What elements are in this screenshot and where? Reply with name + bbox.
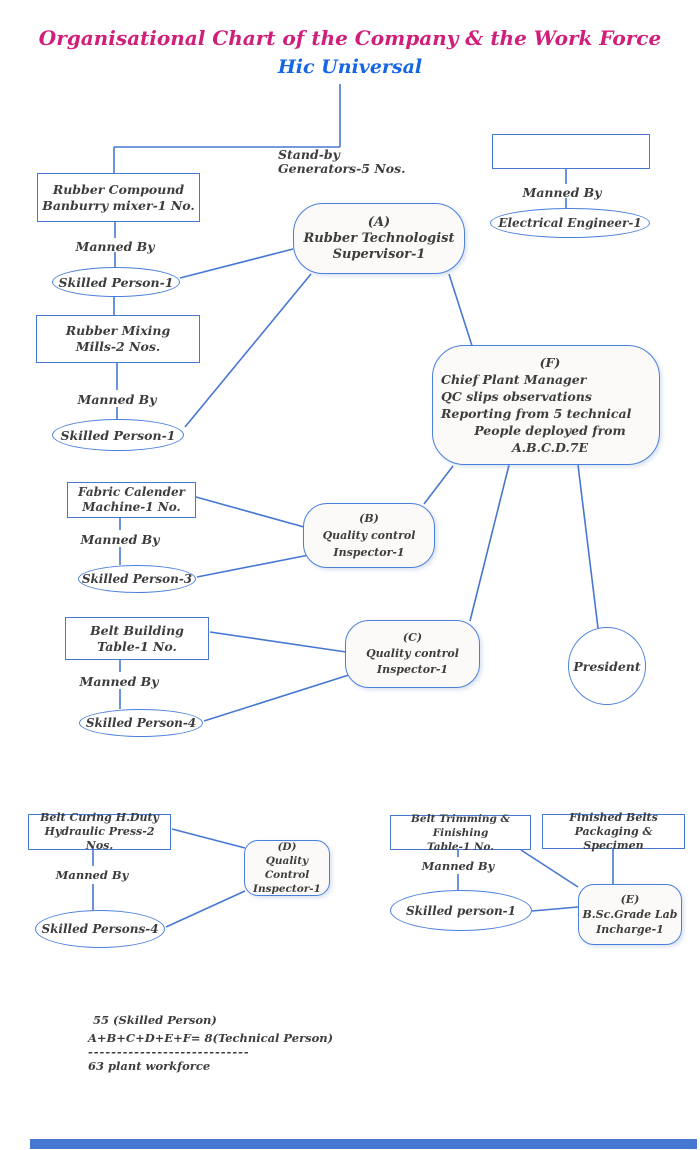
node-c-quality-control: (C) Quality control Inspector-1 [345,620,480,688]
workforce-summary: 55 (Skilled Person) A+B+C+D+E+F= 8(Technical Person) ---------------------------- 63 plant workforce [88,1013,334,1073]
node-a-rubber-technologist: (A) Rubber Technologist Supervisor-1 [293,203,465,274]
manned-by-label: Manned By [80,532,160,547]
summary-divider: ---------------------------- [88,1045,250,1059]
rubber-compound-box: Rubber Compound Banburry mixer-1 No. [37,173,200,222]
skilled-person-3-ellipse: Skilled Person-3 [78,565,196,593]
belt-curing-box: Belt Curing H.Duty Hydraulic Press-2 Nos. [28,814,171,850]
skilled-person-4-ellipse: Skilled Person-4 [79,709,203,737]
node-f-chief-plant-manager: (F) Chief Plant Manager QC slips observations Reporting from 5 technical People deployed from A.B.C.D.7E [432,345,660,465]
finished-belts-box: Finished Belts Packaging & Specimen [542,814,685,849]
manned-by-label: Manned By [77,392,157,407]
belt-trimming-box: Belt Trimming & Finishing Table-1 No. [390,815,531,850]
node-b-quality-control: (B) Quality control Inspector-1 [303,503,435,568]
manned-by-label: Manned By [79,674,159,689]
skilled-person-1-ellipse: Skilled Person-1 [52,267,180,297]
manned-by-label: Manned By [55,868,129,882]
skilled-persons-4-ellipse: Skilled Persons-4 [35,910,165,948]
node-d-quality-control: (D) Quality Control Inspector-1 [244,840,330,896]
skilled-person-1-ellipse: Skilled Person-1 [52,419,184,451]
skilled-person-1-ellipse: Skilled person-1 [390,890,532,931]
standby-generators-label: Stand-by Generators-5 Nos. [278,147,406,176]
node-e-lab-incharge: (E) B.Sc.Grade Lab Incharge-1 [578,884,682,945]
belt-building-box: Belt Building Table-1 No. [65,617,209,660]
rubber-mixing-box: Rubber Mixing Mills-2 Nos. [36,315,200,363]
empty-box-top-right [492,134,650,169]
manned-by-label: Manned By [75,239,155,254]
manned-by-label: Manned By [421,859,495,873]
footer-bar [30,1139,697,1149]
page-title: Organisational Chart of the Company & the Work Force [38,26,662,50]
manned-by-label: Manned By [522,185,602,200]
node-president: President [568,627,646,705]
electrical-engineer-ellipse: Electrical Engineer-1 [490,208,650,238]
fabric-calender-box: Fabric Calender Machine-1 No. [67,482,196,518]
page-subtitle: Hic Universal [277,56,423,78]
